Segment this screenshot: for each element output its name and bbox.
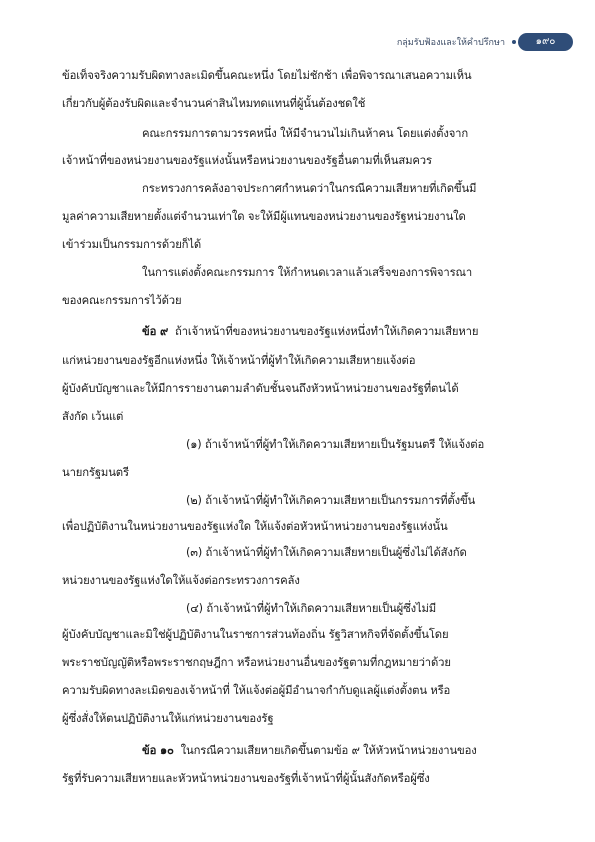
- section-label: กลุ่มรับฟ้องและให้คำปรึกษา: [396, 38, 505, 48]
- sub-item-3: (๓) ถ้าเจ้าหน้าที่ผู้ทำให้เกิดความเสียหายเป็นผู้ซึ่งไม่ได้สังกัด: [186, 546, 467, 559]
- body-line: ความรับผิดทางละเมิดของเจ้าหน้าที่ ให้แจ้งต่อผู้มีอำนาจกำกับดูแลผู้แต่งตั้งตน หรือ: [62, 684, 451, 697]
- body-line: คณะกรรมการตามวรรคหนึ่ง ให้มีจำนวนไม่เกินห้าคน โดยแต่งตั้งจาก: [142, 127, 469, 140]
- body-line: มูลค่าความเสียหายตั้งแต่จำนวนเท่าใด จะให้มีผู้แทนของหน่วยงานของรัฐหน่วยงานใด: [62, 210, 466, 223]
- clause-10-heading: ข้อ ๑๐: [142, 744, 174, 757]
- body-line: ในการแต่งตั้งคณะกรรมการ ให้กำหนดเวลาแล้วเสร็จของการพิจารณา: [142, 266, 473, 279]
- body-line: หน่วยงานของรัฐแห่งใดให้แจ้งต่อกระทรวงการคลัง: [62, 574, 300, 587]
- body-line: สังกัด เว้นแต่: [62, 410, 124, 423]
- body-line: เกี่ยวกับผู้ต้องรับผิดและจำนวนค่าสินไหมทดแทนที่ผู้นั้นต้องชดใช้: [62, 97, 366, 110]
- page-number-badge: ๑๙๐: [518, 33, 573, 51]
- body-line: ผู้บังคับบัญชาและให้มีการรายงานตามลำดับชั้นจนถึงหัวหน้าหน่วยงานของรัฐที่ตนได้: [62, 382, 459, 395]
- sub-item-1: (๑) ถ้าเจ้าหน้าที่ผู้ทำให้เกิดความเสียหายเป็นรัฐมนตรี ให้แจ้งต่อ: [186, 438, 485, 451]
- body-line: ผู้ซึ่งสั่งให้ตนปฏิบัติงานให้แก่หน่วยงานของรัฐ: [62, 712, 274, 725]
- body-line: เจ้าหน้าที่ของหน่วยงานของรัฐแห่งนั้นหรือหน่วยงานของรัฐอื่นตามที่เห็นสมควร: [62, 154, 432, 167]
- body-line: ถ้าเจ้าหน้าที่ของหน่วยงานของรัฐแห่งหนึ่งทำให้เกิดความเสียหาย: [175, 325, 479, 338]
- body-line: แก่หน่วยงานของรัฐอีกแห่งหนึ่ง ให้เจ้าหน้าที่ผู้ทำให้เกิดความเสียหายแจ้งต่อ: [62, 354, 416, 367]
- body-line: ในกรณีความเสียหายเกิดขึ้นตามข้อ ๙ ให้หัวหน้าหน่วยงานของ: [180, 744, 477, 757]
- page-header: [0, 27, 595, 57]
- body-line: ผู้บังคับบัญชาและมิใช่ผู้ปฏิบัติงานในราชการส่วนท้องถิ่น รัฐวิสาหกิจที่จัดตั้งขึ้นโดย: [62, 628, 449, 641]
- clause-10-first-line: [62, 742, 532, 760]
- body-line: เพื่อปฏิบัติงานในหน่วยงานของรัฐแห่งใด ให้แจ้งต่อหัวหน้าหน่วยงานของรัฐแห่งนั้น: [62, 520, 448, 533]
- body-line: ของคณะกรรมการไว้ด้วย: [62, 294, 182, 307]
- body-line: เข้าร่วมเป็นกรรมการด้วยก็ได้: [62, 238, 202, 251]
- body-line: รัฐที่รับความเสียหายและหัวหน้าหน่วยงานของรัฐที่เจ้าหน้าที่ผู้นั้นสังกัดหรือผู้ซึ่ง: [62, 772, 430, 785]
- body-line: กระทรวงการคลังอาจประกาศกำหนดว่าในกรณีความเสียหายที่เกิดขึ้นมี: [142, 182, 477, 195]
- body-line: ข้อเท็จจริงความรับผิดทางละเมิดขึ้นคณะหนึ่ง โดยไม่ชักช้า เพื่อพิจารณาเสนอความเห็น: [62, 69, 472, 82]
- clause-9-heading: ข้อ ๙: [142, 325, 169, 338]
- sub-item-2: (๒) ถ้าเจ้าหน้าที่ผู้ทำให้เกิดความเสียหายเป็นกรรมการที่ตั้งขึ้น: [186, 494, 476, 507]
- clause-9-first-line: [62, 323, 532, 341]
- sub-item-4: (๔) ถ้าเจ้าหน้าที่ผู้ทำให้เกิดความเสียหายเป็นผู้ซึ่งไม่มี: [186, 602, 437, 615]
- body-line: พระราชบัญญัติหรือพระราชกฤษฎีกา หรือหน่วยงานอื่นของรัฐตามที่กฎหมายว่าด้วย: [62, 656, 451, 669]
- body-line: นายกรัฐมนตรี: [62, 466, 129, 479]
